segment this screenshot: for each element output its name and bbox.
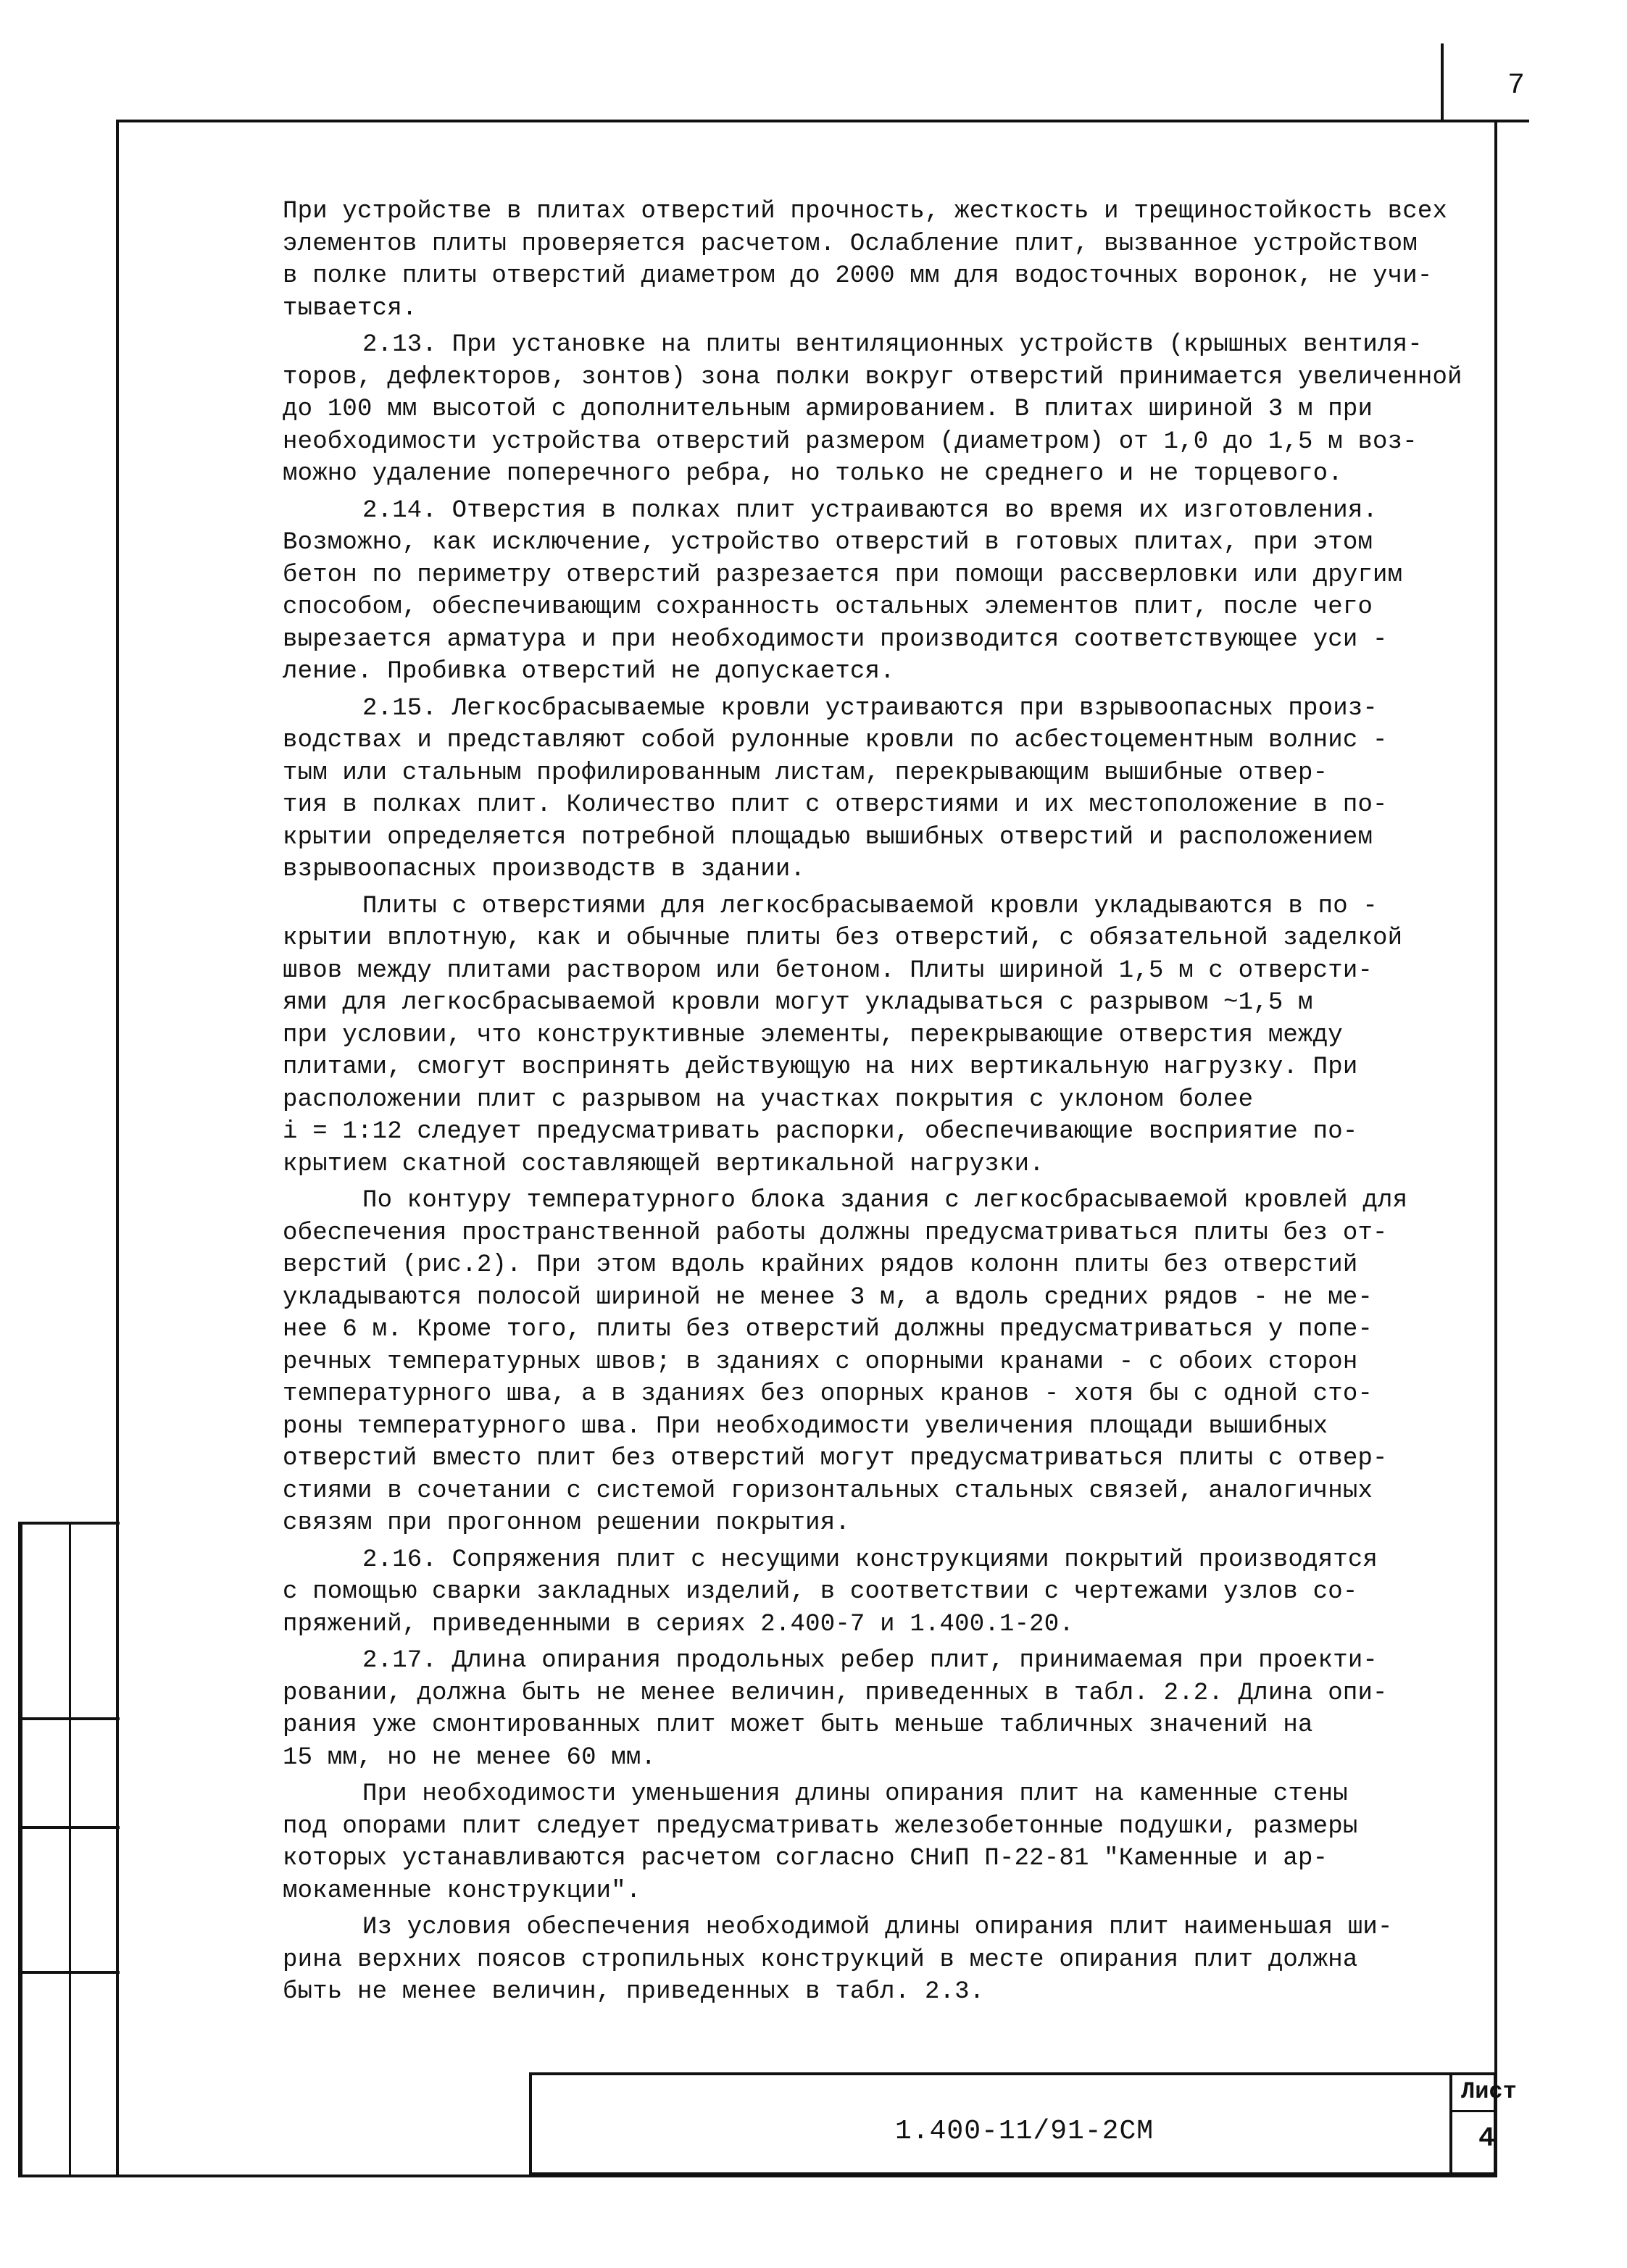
text-line: 15 мм, но не менее 60 мм. — [283, 1743, 657, 1772]
text-line: связям при прогонном решении покрытия. — [283, 1509, 850, 1537]
paragraph — [283, 329, 1478, 491]
frame-right-line — [1494, 120, 1497, 2177]
text-line: При необходимости уменьшения длины опирания плит на каменные стены — [362, 1780, 1348, 1808]
text-line: пряжений, приведенными в сериях 2.400-7 и 1.400.1-20. — [283, 1610, 1074, 1638]
text-line: ление. Пробивка отверстий не допускается. — [283, 658, 895, 685]
text-line: роны температурного шва. При необходимости увеличения площади вышибных — [283, 1412, 1328, 1441]
text-line: Из условия обеспечения необходимой длины опирания плит наименьшая ши- — [362, 1914, 1393, 1941]
page-number-tick — [1441, 43, 1444, 122]
text-line: расположении плит с разрывом на участках покрытия с уклоном более — [283, 1085, 1254, 1114]
text-line: рания уже смонтированных плит может быть меньше табличных значений на — [283, 1712, 1313, 1739]
text-line: 2.15. Легкосбрасываемые кровли устраиваются при взрывоопасных произ- — [362, 694, 1378, 722]
paragraph — [283, 1544, 1478, 1641]
text-line: 2.14. Отверстия в полках плит устраиваются во время их изготовления. — [362, 496, 1378, 525]
text-line: обеспечения пространственной работы должны предусматриваться плиты без от- — [283, 1219, 1388, 1247]
text-line: при условии, что конструктивные элементы, перекрывающие отверстия между — [283, 1021, 1343, 1049]
text-line: речных температурных швов; в зданиях с опорными кранами - с обоих сторон — [283, 1348, 1358, 1376]
paragraph — [283, 196, 1478, 325]
document-code: 1.400-11/91-2СМ — [895, 2116, 1154, 2147]
text-line: верстий (рис.2). При этом вдоль крайних рядов колонн плиты без отверстий — [283, 1251, 1358, 1279]
page-number: 7 — [1507, 70, 1526, 102]
paragraph — [283, 1778, 1478, 1907]
text-line: в полке плиты отверстий диаметром до 2000 мм для водосточных воронок, не учи- — [283, 262, 1433, 290]
binding-divider — [18, 1717, 120, 1720]
text-line: укладываются полосой шириной не менее 3 м, а вдоль средних рядов - не ме- — [283, 1283, 1373, 1312]
text-line: под опорами плит следует предусматривать железобетонные подушки, размеры — [283, 1812, 1358, 1840]
paragraph — [283, 1185, 1478, 1540]
text-line: водствах и представляют собой рулонные кровли по асбестоцементным волнис - — [283, 727, 1388, 754]
text-line: При устройстве в плитах отверстий прочность, жесткость и трещиностойкость всех — [283, 198, 1448, 225]
binding-divider — [18, 1522, 120, 1525]
text-line: крытии определяется потребной площадью вышибных отверстий и расположением — [283, 823, 1373, 851]
text-line: температурного шва, а в зданиях без опорных кранов - хотя бы с одной сто- — [283, 1380, 1373, 1408]
text-line: швов между плитами раствором или бетоном. Плиты шириной 1,5 м с отверсти- — [283, 956, 1373, 985]
text-line: рина верхних поясов стропильных конструкций в месте опирания плит должна — [283, 1946, 1358, 1974]
text-line: ровании, должна быть не менее величин, приведенных в табл. 2.2. Длина опи- — [283, 1679, 1388, 1707]
paragraph — [283, 495, 1478, 688]
paragraph — [283, 891, 1478, 1181]
text-line: торов, дефлекторов, зонтов) зона полки вокруг отверстий принимается увеличенной — [283, 363, 1462, 391]
text-line: тия в полках плит. Количество плит с отверстиями и их местоположение в по- — [283, 791, 1388, 819]
text-line: необходимости устройства отверстий размером (диаметром) от 1,0 до 1,5 м воз- — [283, 428, 1418, 456]
text-line: ями для легкосбрасываемой кровли могут укладываться с разрывом ~1,5 м — [283, 989, 1313, 1017]
text-line: способом, обеспечивающим сохранность остальных элементов плит, после чего — [283, 593, 1373, 621]
text-line: плитами, смогут воспринять действующую на них вертикальную нагрузку. При — [283, 1054, 1358, 1081]
text-line: взрывоопасных производств в здании. — [283, 856, 806, 883]
text-line: крытием скатной составляющей вертикальной нагрузки. — [283, 1150, 1044, 1178]
text-line: с помощью сварки закладных изделий, в соответствии с чертежами узлов со- — [283, 1578, 1358, 1606]
text-line: бетон по периметру отверстий разрезается при помощи рассверловки или другим — [283, 561, 1403, 589]
title-block-row-line — [1449, 2110, 1497, 2112]
text-line: которых устанавливаются расчетом согласно СНиП П-22-81 "Каменные и ар- — [283, 1845, 1328, 1872]
sheet-number: 4 — [1478, 2123, 1495, 2154]
text-line: 2.16. Сопряжения плит с несущими конструкциями покрытий производятся — [362, 1546, 1378, 1574]
text-line: i = 1:12 следует предусматривать распорки, обеспечивающие восприятие по- — [283, 1118, 1358, 1146]
text-line: тым или стальным профилированным листам, перекрывающим вышибные отвер- — [283, 759, 1328, 787]
text-line: крытии вплотную, как и обычные плиты без отверстий, с обязательной заделкой — [283, 925, 1403, 952]
binding-strip — [18, 1522, 22, 2177]
text-line: Возможно, как исключение, устройство отверстий в готовых плитах, при этом — [283, 529, 1373, 556]
paragraph — [283, 1911, 1478, 2009]
document-body — [283, 196, 1478, 2013]
paragraph — [283, 693, 1478, 886]
text-line: тывается. — [283, 294, 417, 322]
text-line: нее 6 м. Кроме того, плиты без отверстий должны предусматриваться у попе- — [283, 1316, 1373, 1343]
text-line: мокаменные конструкции". — [283, 1877, 641, 1905]
sheet-label: Лист — [1461, 2078, 1517, 2105]
paragraph — [283, 1645, 1478, 1774]
frame-left-line — [116, 120, 119, 2177]
binding-divider — [18, 1971, 120, 1974]
text-line: 2.17. Длина опирания продольных ребер плит, принимаемая при проекти- — [362, 1647, 1378, 1675]
text-line: отверстий вместо плит без отверстий могут предусматриваться плиты с отвер- — [283, 1445, 1388, 1472]
text-line: элементов плиты проверяется расчетом. Ослабление плит, вызванное устройством — [283, 230, 1418, 258]
text-line: до 100 мм высотой с дополнительным армированием. В плитах шириной 3 м при — [283, 396, 1373, 423]
title-block-divider — [1449, 2072, 1452, 2175]
text-line: вырезается арматура и при необходимости производится соответствующее уси - — [283, 625, 1388, 654]
binding-strip-inner — [69, 1522, 71, 2177]
binding-divider — [18, 1826, 120, 1829]
text-line: стиями в сочетании с системой горизонтальных стальных связей, аналогичных — [283, 1477, 1373, 1505]
text-line: быть не менее величин, приведенных в табл. 2.3. — [283, 1978, 985, 2006]
text-line: 2.13. При установке на плиты вентиляционных устройств (крышных вентиля- — [362, 331, 1423, 359]
text-line: Плиты с отверстиями для легкосбрасываемой кровли укладываются в по - — [362, 892, 1378, 920]
text-line: можно удаление поперечного ребра, но только не среднего и не торцевого. — [283, 460, 1343, 488]
frame-top-line — [116, 120, 1529, 122]
text-line: По контуру температурного блока здания с легкосбрасываемой кровлей для — [362, 1187, 1408, 1214]
